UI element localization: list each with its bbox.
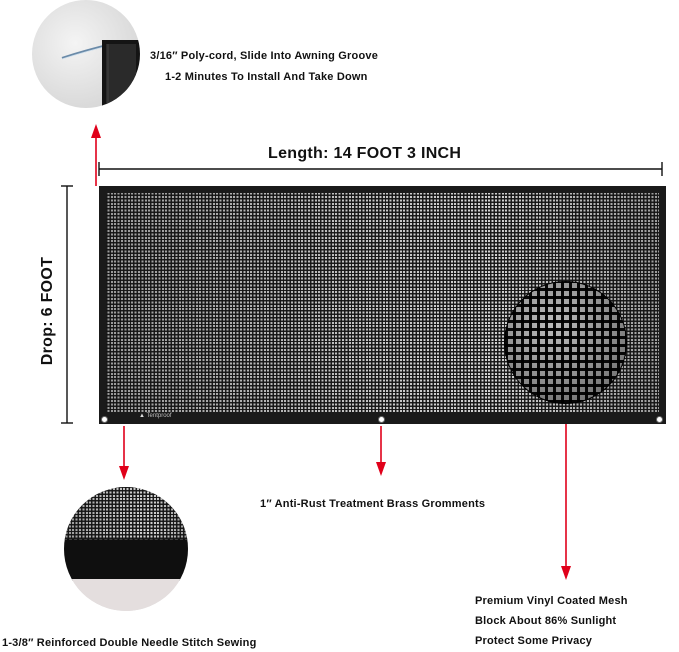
stitch-arrowhead	[119, 466, 129, 480]
mesh-caption-line3: Protect Some Privacy	[475, 635, 593, 647]
mesh-arrowhead	[561, 566, 571, 580]
mesh-zoom-circle	[505, 282, 626, 403]
stitch-detail-hem	[64, 539, 188, 581]
polycord-arrowhead	[91, 124, 101, 138]
brand-logo-icon: ▲	[139, 413, 145, 419]
brand-logo-text: Tentproof	[146, 413, 172, 419]
mesh-caption-line1: Premium Vinyl Coated Mesh	[475, 595, 628, 607]
stitch-detail-circle	[64, 487, 188, 611]
polycord-caption-line2: 1-2 Minutes To Install And Take Down	[165, 71, 368, 83]
grommet-caption: 1″ Anti-Rust Treatment Brass Gromments	[260, 498, 486, 510]
grommet-center	[378, 416, 385, 423]
stitch-caption: 1-3/8″ Reinforced Double Needle Stitch Sewing	[2, 637, 257, 649]
grommet-left	[101, 416, 108, 423]
length-label: Length: 14 FOOT 3 INCH	[264, 145, 465, 163]
brand-logo	[139, 413, 172, 419]
top-hem	[99, 186, 666, 193]
grommet-arrowhead	[376, 462, 386, 476]
mesh-caption-line2: Block About 86% Sunlight	[475, 615, 617, 627]
drop-label: Drop: 6 FOOT	[39, 256, 56, 366]
polycord-caption-line1: 3/16″ Poly-cord, Slide Into Awning Groove	[150, 50, 379, 62]
stitch-detail-background	[64, 579, 188, 611]
stitch-detail-mesh	[64, 487, 188, 539]
grommet-right	[656, 416, 663, 423]
